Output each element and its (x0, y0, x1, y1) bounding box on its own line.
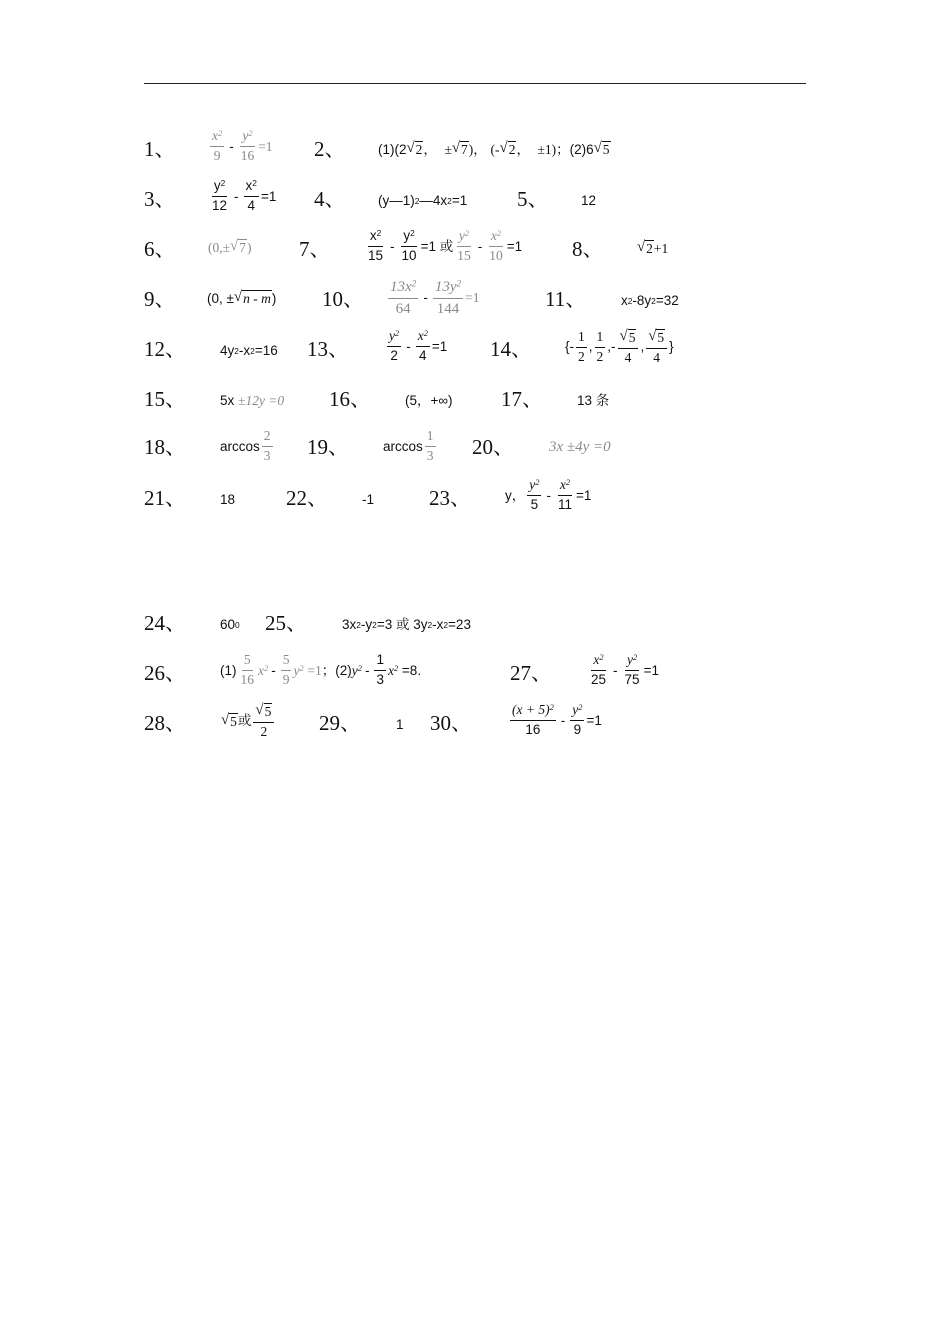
answer-row (0, 175, 950, 225)
answer-26: (1) $\frac{5}{16}$ $x^2$ - $\frac{5}{9}$ $y^2$ =1 ；(2) $y^2$ - $\frac{1}{3}$ $x^2$ =8 . (220, 652, 422, 687)
answer-19: arccos $\frac{1}{3}$ (383, 428, 434, 463)
item-number: 11、 (545, 287, 587, 311)
item-number: 22、 (286, 486, 328, 510)
answer-13: $\frac{y^2}{2}$ - $\frac{x^2}{4}$ =1 (389, 328, 448, 363)
answer-14: {- $\frac{1}{2}$ , $\frac{1}{2}$ ,- √ 5 4 , √ 5 4 } (565, 328, 674, 365)
answer-17: 13 条 (577, 393, 610, 408)
answer-row (0, 225, 950, 275)
answer-15: 5x ±12y =0 (220, 393, 285, 408)
item-number: 1、 (144, 137, 176, 161)
item-number: 4、 (314, 187, 346, 211)
item-number: 2、 (314, 137, 346, 161)
answer-3: $\frac{y^2}{12}$ - $\frac{x^2}{4}$ =1 (212, 177, 277, 213)
item-number: 5、 (517, 187, 549, 211)
answer-row (0, 275, 950, 325)
item-number: 20、 (472, 435, 514, 459)
item-number: 16、 (329, 387, 371, 411)
item-number: 23、 (429, 486, 471, 510)
answer-12: 4y 2 -x 2 =16 (220, 343, 278, 358)
item-number: 15、 (144, 387, 186, 411)
answer-27: $\frac{x^2}{25}$ - $\frac{y^2}{75}$ =1 (591, 652, 659, 687)
item-number: 7、 (299, 237, 331, 261)
answer-7: $\frac{x^2}{15}$ - $\frac{y^2}{10}$ =1 或 $\frac{y^2}{15}$ - $\frac{x^2}{10}$ =1 (368, 227, 523, 263)
answer-row (0, 475, 950, 525)
answer-25: 3x 2 -y 2 =3 或 3y 2 -x 2 =23 (342, 617, 471, 632)
item-number: 6、 (144, 237, 176, 261)
answer-row (0, 700, 950, 750)
header-rule (144, 83, 806, 84)
item-number: 24、 (144, 611, 186, 635)
item-number: 8、 (572, 237, 604, 261)
item-number: 27、 (510, 661, 552, 685)
answer-11: x 2 -8y 2 =32 (621, 293, 679, 308)
answer-row (0, 650, 950, 700)
answer-23: y， $\frac{y^2}{5}$ - $\frac{x^2}{11}$ =1 (505, 477, 592, 512)
answer-29: 1 (396, 717, 404, 732)
answer-4: (y—1) 2 —4x 2 =1 (378, 193, 468, 208)
item-number: 30、 (430, 711, 472, 735)
answer-5: 12 (581, 193, 597, 208)
answer-2: (1)(2 √ 2 ， ± √ 7 )， (- √ 2 ， ±1) ；(2)6 √ 5 (378, 140, 610, 157)
item-number: 12、 (144, 337, 186, 361)
answer-row (0, 125, 950, 175)
answer-9: (0, ± √ n - m ) (207, 289, 277, 306)
answer-28: √ 5 或 √ 5 2 (221, 703, 276, 739)
item-number: 19、 (307, 435, 349, 459)
answer-row (0, 325, 950, 375)
answer-24: 60 0 (220, 617, 240, 632)
answer-20: 3x ±4y =0 (549, 439, 611, 455)
answer-8: √ 2 +1 (637, 239, 669, 256)
answer-row (0, 425, 950, 475)
item-number: 29、 (319, 711, 361, 735)
item-number: 3、 (144, 187, 176, 211)
item-number: 21、 (144, 486, 186, 510)
item-number: 10、 (322, 287, 364, 311)
item-number: 26、 (144, 661, 186, 685)
answer-1: $\frac{x^2}{9}$ - $\frac{y^2}{16}$ =1 (212, 128, 273, 163)
item-number: 9、 (144, 287, 176, 311)
answer-row (0, 375, 950, 425)
item-number: 25、 (265, 611, 307, 635)
item-number: 13、 (307, 337, 349, 361)
answer-22: -1 (362, 492, 375, 507)
answer-6: (0,± √ 7 ) (208, 238, 252, 255)
item-number: 28、 (144, 711, 186, 735)
answer-10: $\frac{13x^2}{64}$ - $\frac{13y^2}{144}$ =1 (390, 279, 480, 317)
item-number: 14、 (490, 337, 532, 361)
answer-row (0, 601, 950, 651)
item-number: 18、 (144, 435, 186, 459)
answer-30: $\frac{(x + 5)^2}{16}$ - $\frac{y^2}{9}$ =1 (512, 702, 602, 737)
answer-18: arccos $\frac{2}{3}$ (220, 428, 271, 463)
answer-16: (5，+∞) (405, 393, 453, 408)
answer-21: 18 (220, 492, 236, 507)
item-number: 17、 (501, 387, 543, 411)
